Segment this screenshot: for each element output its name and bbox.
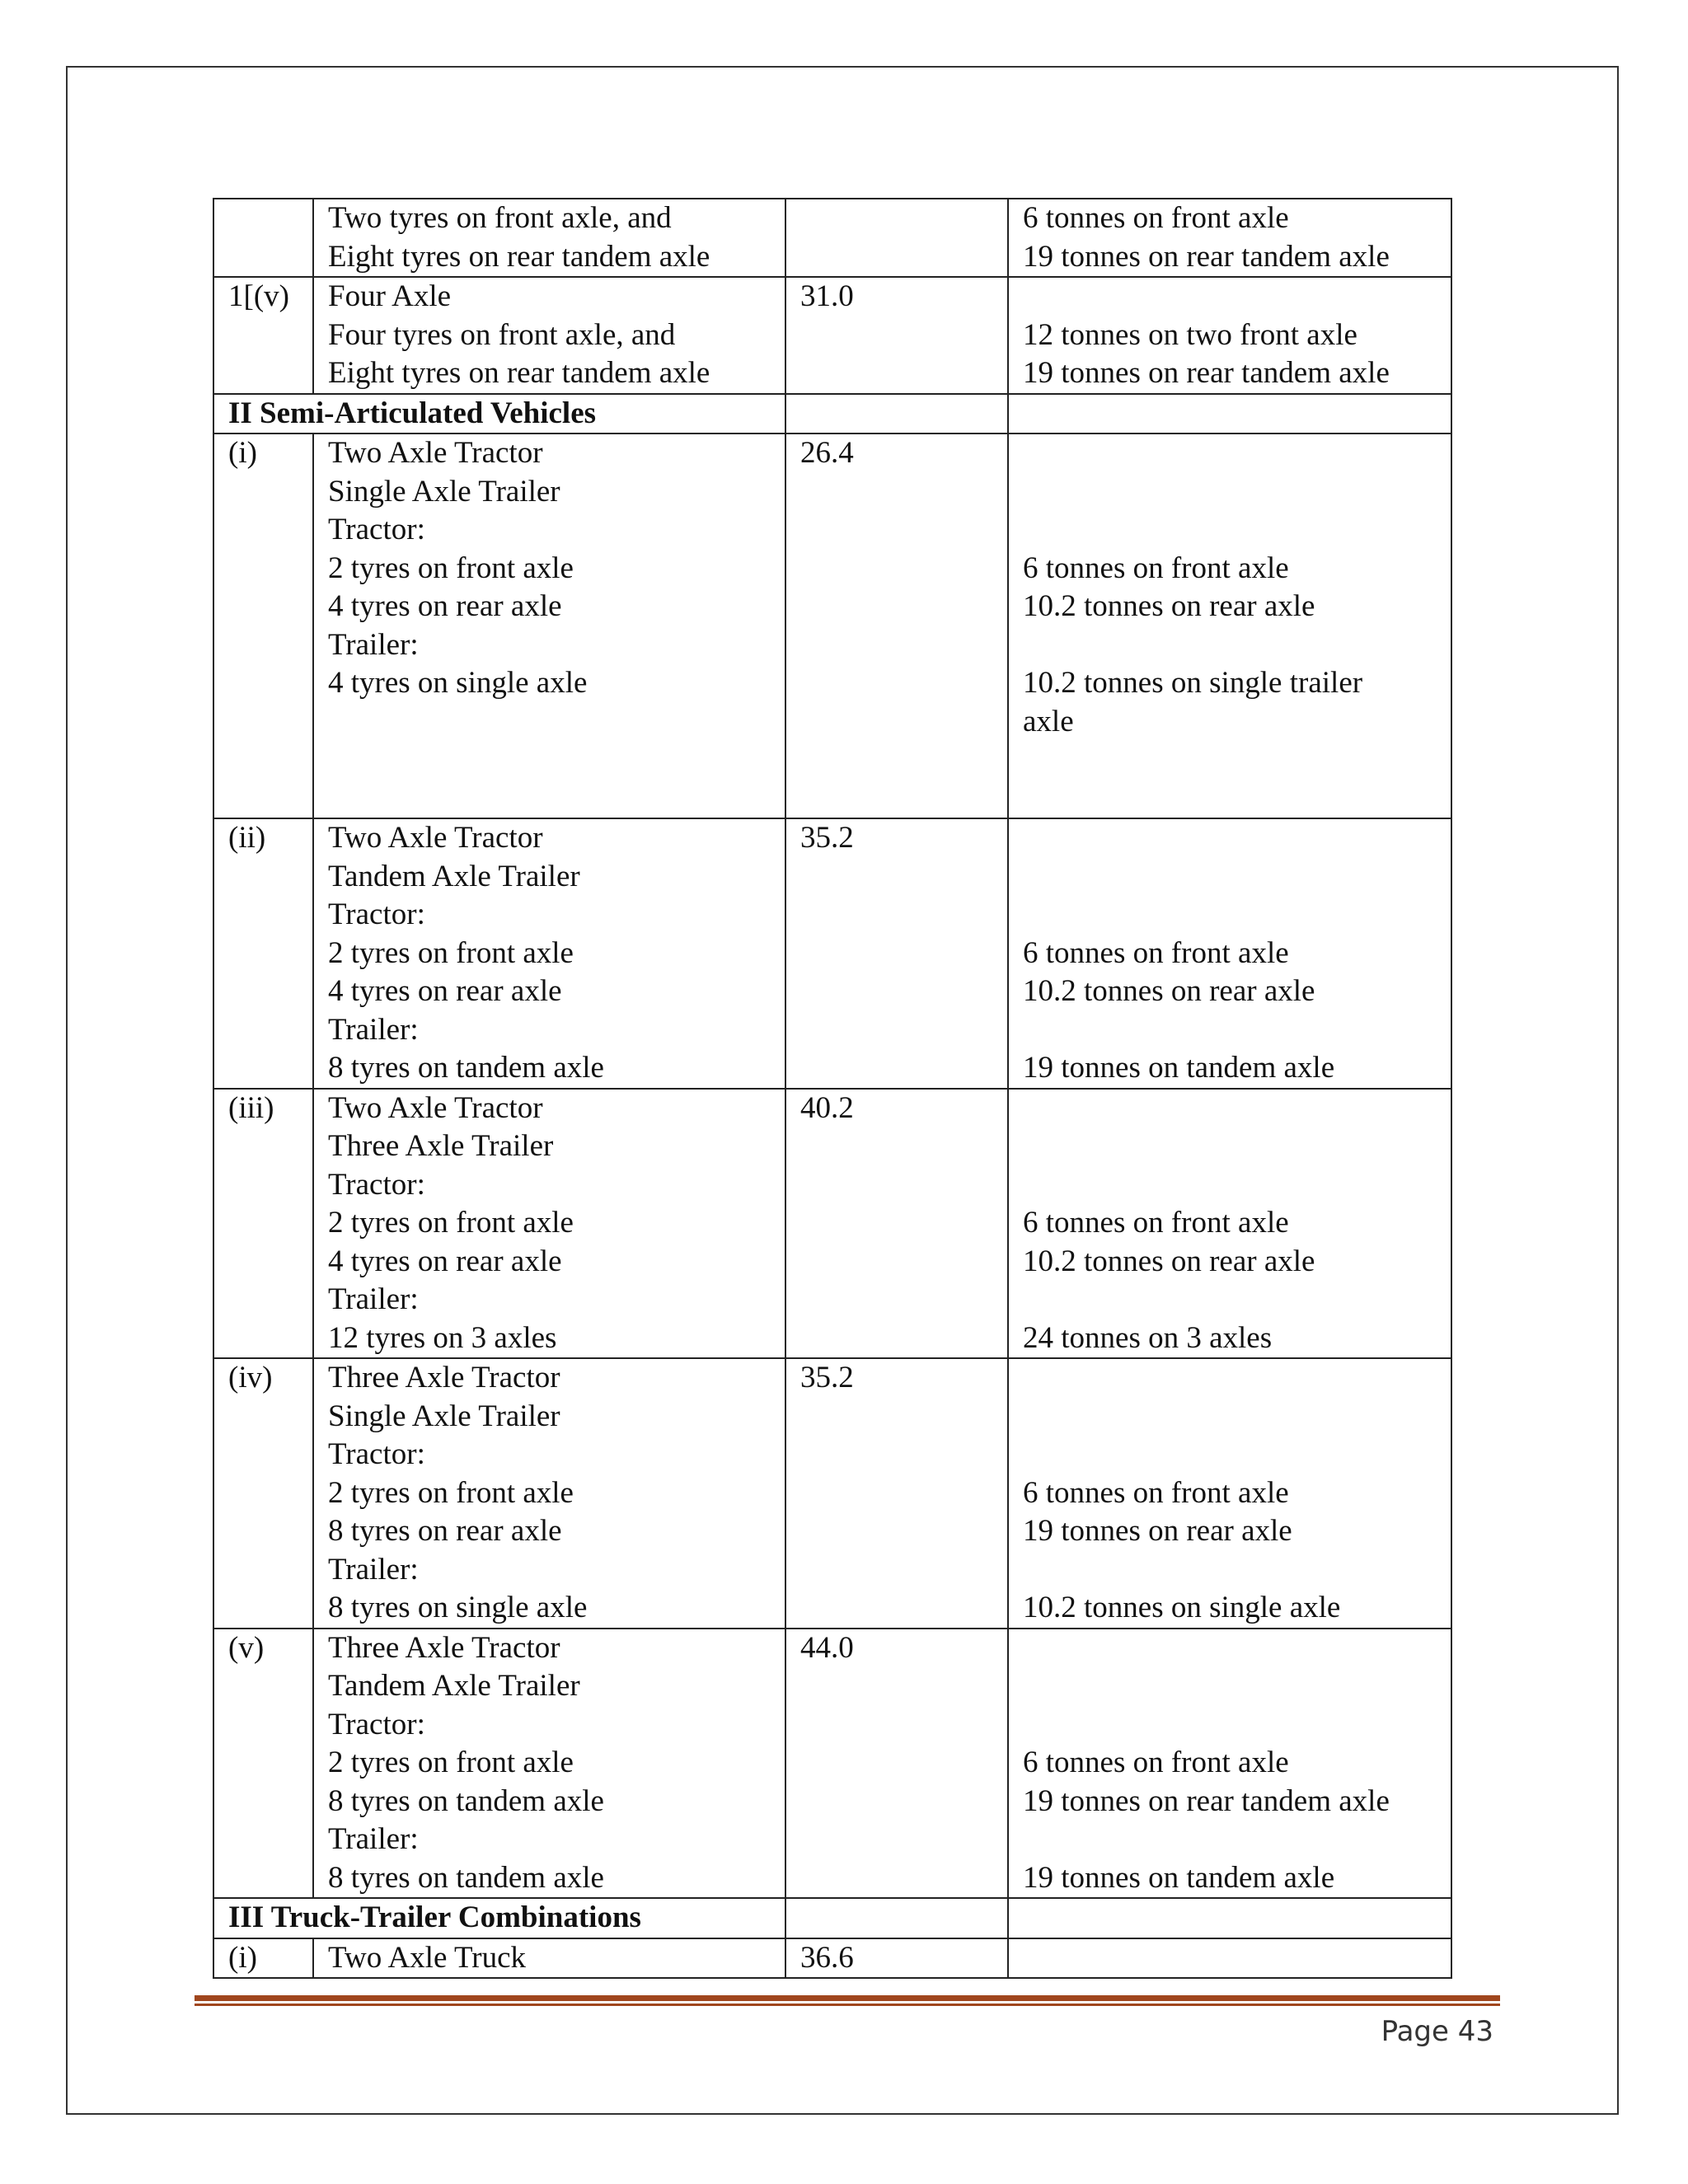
description-line: Tractor:: [328, 898, 425, 931]
gross-weight-cell: [785, 434, 1008, 818]
gross-weight-value: 35.2: [800, 1361, 854, 1394]
table-row: [213, 199, 1451, 277]
description-line: [328, 741, 785, 780]
vehicle-description-cell: [313, 818, 785, 1089]
table-row: [213, 1358, 1451, 1629]
description-line: Eight tyres on rear tandem axle: [328, 356, 710, 390]
description-line: 8 tyres on tandem axle: [328, 1860, 604, 1895]
description-line: [328, 703, 785, 742]
axle-load-line: [1023, 1706, 1451, 1745]
axle-load-line: 19 tonnes on tandem axle: [1023, 1860, 1335, 1895]
axle-load-line: [1023, 780, 1451, 818]
row-number-cell: [213, 1358, 313, 1629]
page-number: Page 43: [1381, 2015, 1493, 2048]
axle-load-line: 19 tonnes on rear axle: [1023, 1514, 1292, 1548]
description-line: Trailer:: [328, 627, 419, 662]
axle-load-line: [1023, 473, 1451, 512]
axle-load-line: 10.2 tonnes on rear axle: [1023, 589, 1315, 623]
gross-weight-cell: [785, 1938, 1008, 1979]
description-line: 4 tyres on rear axle: [328, 589, 562, 623]
description-line: Three Axle Tractor: [328, 1361, 560, 1394]
description-line: 2 tyres on front axle: [328, 551, 574, 585]
description-line: Two Axle Truck: [328, 1940, 526, 1975]
axle-load-line: 19 tonnes on tandem axle: [1023, 1051, 1335, 1085]
description-line: Four Axle: [328, 279, 452, 313]
description-line: Single Axle Trailer: [328, 474, 560, 509]
table-row: [213, 277, 1451, 394]
load-cell: [1008, 1898, 1451, 1938]
table-body: [213, 199, 1451, 1978]
row-number: [228, 199, 312, 238]
axle-load-cell: [1008, 1629, 1451, 1899]
axle-load-line: 10.2 tonnes on rear axle: [1023, 1244, 1315, 1278]
vehicle-description-cell: [313, 277, 785, 394]
axle-load-line: 6 tonnes on front axle: [1023, 1475, 1289, 1510]
vehicle-description-cell: [313, 1938, 785, 1979]
axle-load-line: 6 tonnes on front axle: [1023, 201, 1289, 235]
axle-load-cell: [1008, 1938, 1451, 1979]
gross-weight-value: 44.0: [800, 1630, 854, 1665]
axle-load-line: 12 tonnes on two front axle: [1023, 317, 1357, 352]
axle-load-line: 10.2 tonnes on single axle: [1023, 1591, 1341, 1624]
row-number: (i): [228, 436, 257, 470]
gross-weight-value: 36.6: [800, 1940, 854, 1975]
vehicle-weight-table: [213, 198, 1452, 1979]
description-line: Two Axle Tractor: [328, 436, 543, 470]
description-line: 8 tyres on tandem axle: [328, 1783, 604, 1818]
description-line: Tractor:: [328, 1437, 425, 1471]
description-line: Trailer:: [328, 1282, 419, 1316]
axle-load-line: axle: [1023, 704, 1074, 738]
row-number-cell: [213, 1629, 313, 1899]
vehicle-description-cell: [313, 199, 785, 277]
axle-load-line: 6 tonnes on front axle: [1023, 551, 1289, 585]
axle-load-line: [1023, 1939, 1451, 1978]
axle-load-line: [1023, 858, 1451, 897]
description-line: Tandem Axle Trailer: [328, 1669, 580, 1703]
weight-cell: [785, 1898, 1008, 1938]
description-line: 2 tyres on front axle: [328, 1475, 574, 1510]
axle-load-line: [1023, 1359, 1451, 1398]
axle-load-line: [1023, 1127, 1451, 1166]
axle-load-line: [1023, 1090, 1451, 1128]
row-number-cell: [213, 1089, 313, 1359]
axle-load-cell: [1008, 277, 1451, 394]
axle-load-cell: [1008, 1089, 1451, 1359]
description-line: 8 tyres on tandem axle: [328, 1051, 604, 1085]
axle-load-line: [1023, 1551, 1451, 1590]
axle-load-line: [1023, 626, 1451, 665]
row-number-cell: [213, 434, 313, 818]
description-line: Tandem Axle Trailer: [328, 859, 580, 893]
gross-weight-value: 31.0: [800, 279, 854, 313]
description-line: 2 tyres on front axle: [328, 935, 574, 970]
gross-weight-cell: [785, 1629, 1008, 1899]
description-line: Two Axle Tractor: [328, 821, 543, 855]
axle-load-line: 19 tonnes on rear tandem axle: [1023, 356, 1390, 390]
table-row: [213, 1089, 1451, 1359]
row-number-cell: [213, 277, 313, 394]
description-line: Three Axle Tractor: [328, 1630, 560, 1665]
description-line: 4 tyres on rear axle: [328, 974, 562, 1008]
axle-load-line: [1023, 1398, 1451, 1436]
axle-load-line: 6 tonnes on front axle: [1023, 1206, 1289, 1240]
axle-load-line: 10.2 tonnes on single trailer: [1023, 666, 1363, 700]
description-line: Trailer:: [328, 1012, 419, 1047]
axle-load-cell: [1008, 1358, 1451, 1629]
axle-load-line: [1023, 1281, 1451, 1319]
axle-load-line: [1023, 434, 1451, 473]
description-line: Four tyres on front axle, and: [328, 317, 676, 352]
axle-load-line: [1023, 1629, 1451, 1668]
description-line: Two tyres on front axle, and: [328, 201, 672, 235]
row-number-cell: [213, 1938, 313, 1979]
table-row: [213, 434, 1451, 818]
footer-rule: [195, 1995, 1500, 2001]
axle-load-cell: [1008, 818, 1451, 1089]
axle-load-line: [1023, 278, 1451, 316]
gross-weight-cell: [785, 1089, 1008, 1359]
description-line: Trailer:: [328, 1552, 419, 1586]
description-line: 2 tyres on front axle: [328, 1746, 574, 1779]
description-line: 4 tyres on rear axle: [328, 1244, 562, 1278]
vehicle-description-cell: [313, 434, 785, 818]
gross-weight-cell: [785, 818, 1008, 1089]
gross-weight-value: 26.4: [800, 436, 854, 470]
description-line: 8 tyres on single axle: [328, 1591, 588, 1624]
row-number: (v): [228, 1630, 265, 1665]
axle-load-line: 6 tonnes on front axle: [1023, 1746, 1289, 1779]
axle-load-line: [1023, 819, 1451, 858]
axle-load-line: [1023, 896, 1451, 935]
description-line: [328, 780, 785, 818]
vehicle-description-cell: [313, 1358, 785, 1629]
axle-load-cell: [1008, 199, 1451, 277]
axle-load-line: [1023, 1436, 1451, 1474]
description-line: 8 tyres on rear axle: [328, 1514, 562, 1548]
gross-weight-cell: [785, 277, 1008, 394]
axle-load-line: [1023, 1821, 1451, 1859]
axle-load-line: 19 tonnes on rear tandem axle: [1023, 1783, 1390, 1818]
description-line: 12 tyres on 3 axles: [328, 1320, 557, 1355]
axle-load-line: [1023, 511, 1451, 550]
axle-load-line: [1023, 1667, 1451, 1706]
table-row: [213, 1938, 1451, 1979]
section-heading: II Semi-Articulated Vehicles: [213, 394, 785, 434]
row-number-cell: [213, 199, 313, 277]
gross-weight-value: 35.2: [800, 821, 854, 855]
row-number: (iii): [228, 1090, 274, 1125]
axle-load-cell: [1008, 434, 1451, 818]
gross-weight-value: 40.2: [800, 1090, 854, 1125]
description-line: Tractor:: [328, 1707, 425, 1741]
description-line: Eight tyres on rear tandem axle: [328, 239, 710, 274]
load-cell: [1008, 394, 1451, 434]
row-number-cell: [213, 818, 313, 1089]
axle-load-line: 10.2 tonnes on rear axle: [1023, 974, 1315, 1008]
axle-load-line: 19 tonnes on rear tandem axle: [1023, 239, 1390, 274]
section-heading-row: [213, 1898, 1451, 1938]
section-heading-row: [213, 394, 1451, 434]
gross-weight-cell: [785, 1358, 1008, 1629]
row-number: (ii): [228, 821, 266, 855]
axle-load-line: [1023, 1011, 1451, 1050]
description-line: Three Axle Trailer: [328, 1129, 554, 1163]
gross-weight-value: [800, 199, 1007, 238]
description-line: 4 tyres on single axle: [328, 666, 588, 700]
description-line: Tractor:: [328, 513, 425, 546]
description-line: Trailer:: [328, 1822, 419, 1856]
axle-load-line: 24 tonnes on 3 axles: [1023, 1320, 1273, 1355]
axle-load-line: [1023, 741, 1451, 780]
vehicle-description-cell: [313, 1089, 785, 1359]
weight-cell: [785, 394, 1008, 434]
description-line: 2 tyres on front axle: [328, 1206, 574, 1240]
table-row: [213, 1629, 1451, 1899]
axle-load-line: 6 tonnes on front axle: [1023, 935, 1289, 970]
description-line: Single Axle Trailer: [328, 1399, 560, 1433]
footer-rule-thin: [195, 2004, 1500, 2006]
section-heading: III Truck-Trailer Combinations: [213, 1898, 785, 1938]
table-row: [213, 818, 1451, 1089]
axle-load-line: [1023, 1166, 1451, 1205]
row-number: 1[(v): [228, 279, 289, 313]
vehicle-description-cell: [313, 1629, 785, 1899]
row-number: (iv): [228, 1361, 273, 1394]
description-line: Tractor:: [328, 1167, 425, 1202]
row-number: (i): [228, 1940, 257, 1975]
gross-weight-cell: [785, 199, 1008, 277]
description-line: Two Axle Tractor: [328, 1090, 543, 1125]
